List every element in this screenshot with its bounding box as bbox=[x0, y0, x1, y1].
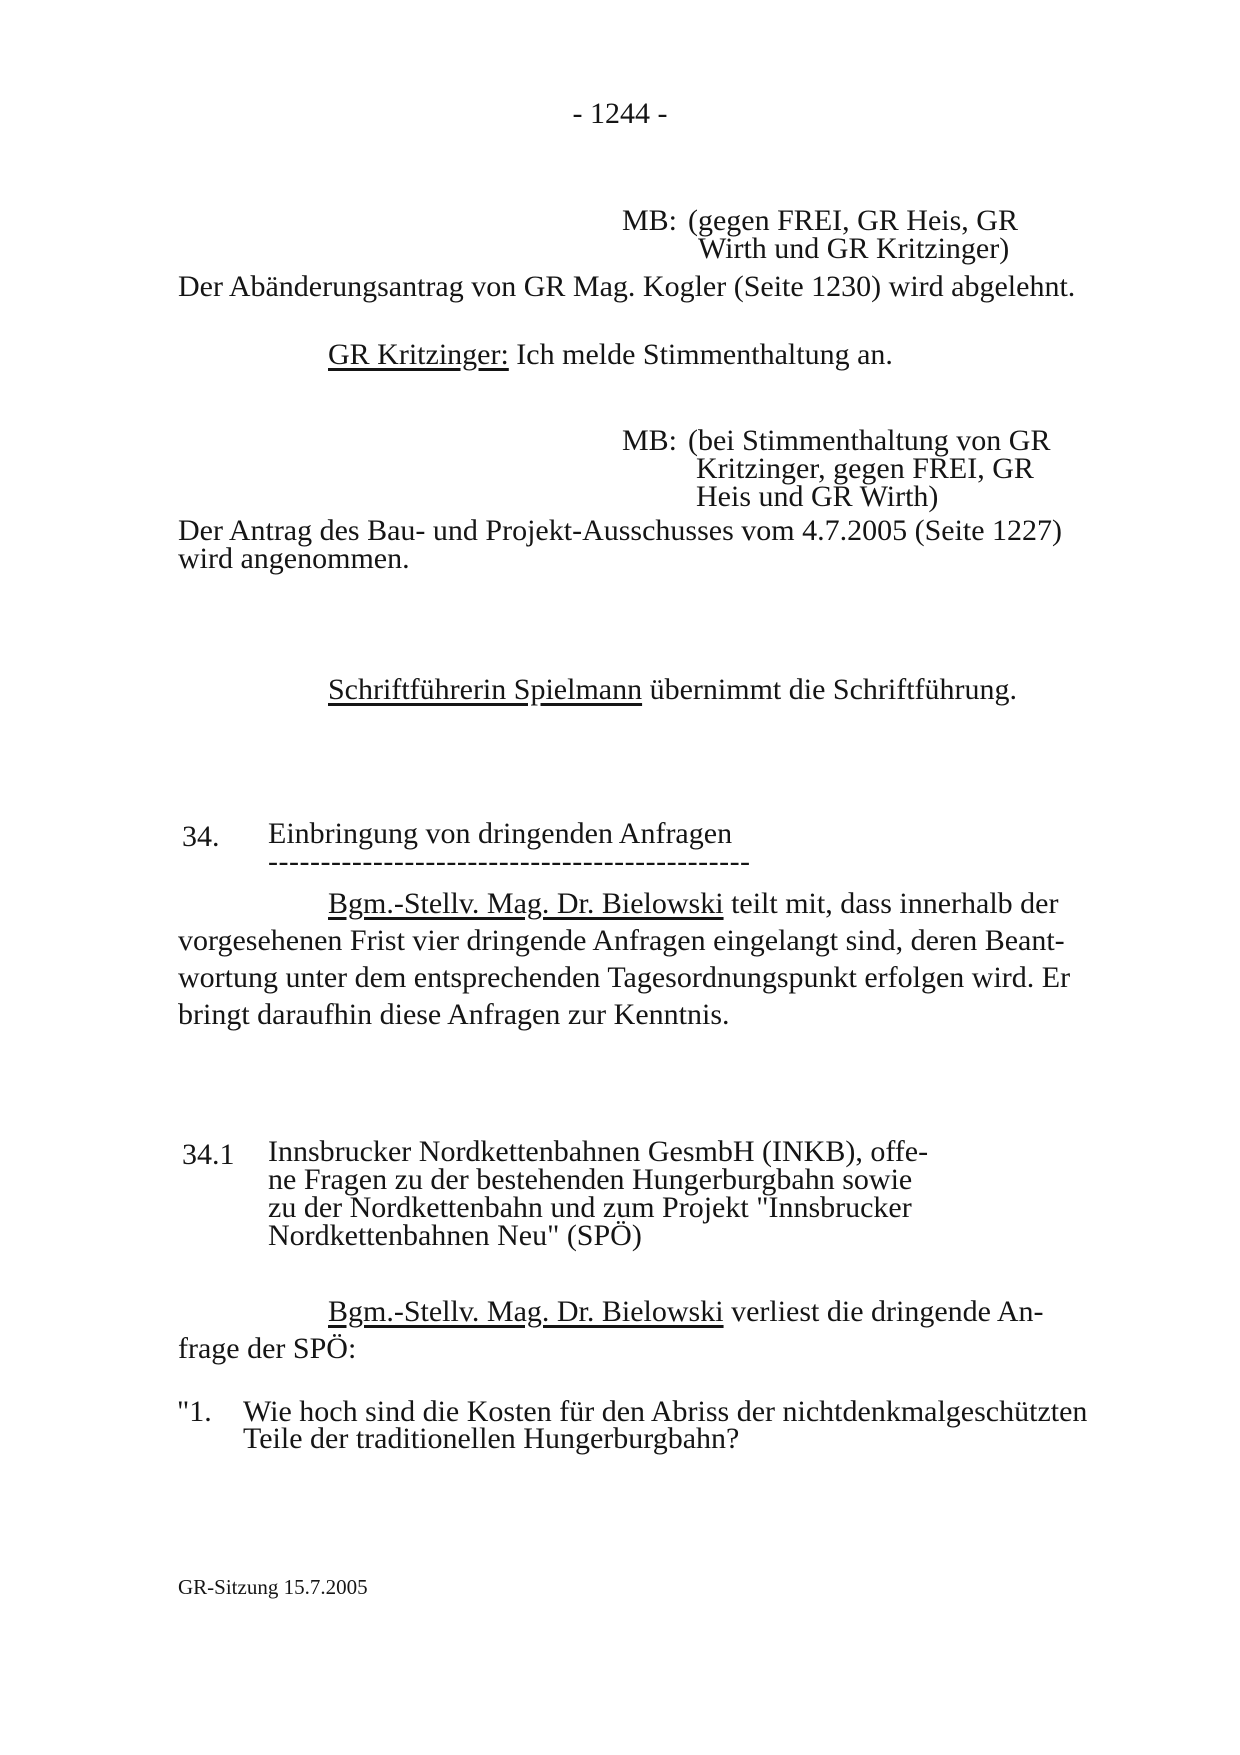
section-34-underline: ---------------------------------------------- bbox=[268, 845, 751, 878]
section-34-1-title-line: Nordkettenbahnen Neu" (SPÖ) bbox=[268, 1219, 642, 1252]
question-line: Wie hoch sind die Kosten für den Abriss der nichtdenkmalgeschützten bbox=[243, 1395, 1088, 1428]
section-34-1-title-line: ne Fragen zu der bestehenden Hungerburgbahn sowie bbox=[268, 1163, 913, 1196]
paragraph-bielowski-announces bbox=[178, 885, 1070, 1033]
vote-result-label-2: MB: bbox=[622, 424, 678, 457]
paragraph-line: wortung unter dem entsprechenden Tagesordnungspunkt erfolgen wird. Er bbox=[178, 961, 1071, 994]
section-34-1-title-line: Innsbrucker Nordkettenbahnen GesmbH (INKB), offe- bbox=[268, 1135, 929, 1168]
paragraph-line bbox=[178, 1293, 1043, 1330]
page-footer: GR-Sitzung 15.7.2005 bbox=[178, 1575, 368, 1599]
section-34-title: Einbringung von dringenden Anfragen bbox=[268, 817, 733, 850]
statement-spielmann bbox=[328, 673, 1017, 707]
paragraph-line: vorgesehenen Frist vier dringende Anfragen eingelangt sind, deren Beant- bbox=[178, 924, 1065, 957]
vote-result-line: Wirth und GR Kritzinger) bbox=[698, 232, 1010, 265]
section-34-heading bbox=[268, 817, 751, 878]
question-line: Teile der traditionellen Hungerburgbahn? bbox=[243, 1422, 740, 1455]
paragraph-line: frage der SPÖ: bbox=[178, 1332, 357, 1365]
paragraph-line: Der Antrag des Bau- und Projekt-Ausschusses vom 4.7.2005 (Seite 1227) bbox=[178, 514, 1063, 547]
page-number: - 1244 - bbox=[572, 97, 668, 130]
vote-result-block-1 bbox=[688, 204, 1018, 265]
paragraph-motion-accepted bbox=[178, 514, 1063, 575]
vote-result-line: (gegen FREI, GR Heis, GR bbox=[688, 204, 1018, 237]
question-1-number: "1. bbox=[177, 1395, 212, 1428]
paragraph-line bbox=[178, 885, 1070, 922]
paragraph-amendment-rejected: Der Abänderungsantrag von GR Mag. Kogler (Seite 1230) wird abgelehnt. bbox=[178, 270, 1076, 303]
paragraph-line: wird angenommen. bbox=[178, 542, 410, 575]
section-34-1-heading bbox=[268, 1135, 929, 1252]
paragraph-bielowski-reads bbox=[178, 1293, 1043, 1367]
speaker-name: Bgm.-Stellv. Mag. Dr. Bielowski bbox=[328, 1295, 724, 1328]
vote-result-line: Kritzinger, gegen FREI, GR bbox=[696, 452, 1034, 485]
paragraph-line: bringt daraufhin diese Anfragen zur Kenntnis. bbox=[178, 998, 730, 1031]
statement-text: teilt mit, dass innerhalb der bbox=[723, 887, 1059, 920]
vote-result-block-2 bbox=[688, 424, 1051, 513]
vote-result-label-1: MB: bbox=[622, 204, 678, 237]
statement-text: übernimmt die Schriftführung. bbox=[642, 673, 1018, 706]
vote-result-line: Heis und GR Wirth) bbox=[696, 480, 939, 513]
statement-text: Ich melde Stimmenthaltung an. bbox=[508, 338, 893, 371]
vote-result-line: (bei Stimmenthaltung von GR bbox=[688, 424, 1051, 457]
section-34-number: 34. bbox=[182, 820, 220, 853]
question-1-text bbox=[243, 1395, 1088, 1455]
statement-kritzinger bbox=[328, 338, 893, 372]
speaker-name: Bgm.-Stellv. Mag. Dr. Bielowski bbox=[328, 887, 724, 920]
speaker-name: Schriftführerin Spielmann bbox=[328, 673, 643, 706]
speaker-name: GR Kritzinger: bbox=[328, 338, 509, 371]
statement-text: verliest die dringende An- bbox=[723, 1295, 1044, 1328]
section-34-1-title-line: zu der Nordkettenbahn und zum Projekt "Innsbrucker bbox=[268, 1191, 912, 1224]
section-34-1-number: 34.1 bbox=[182, 1138, 235, 1171]
